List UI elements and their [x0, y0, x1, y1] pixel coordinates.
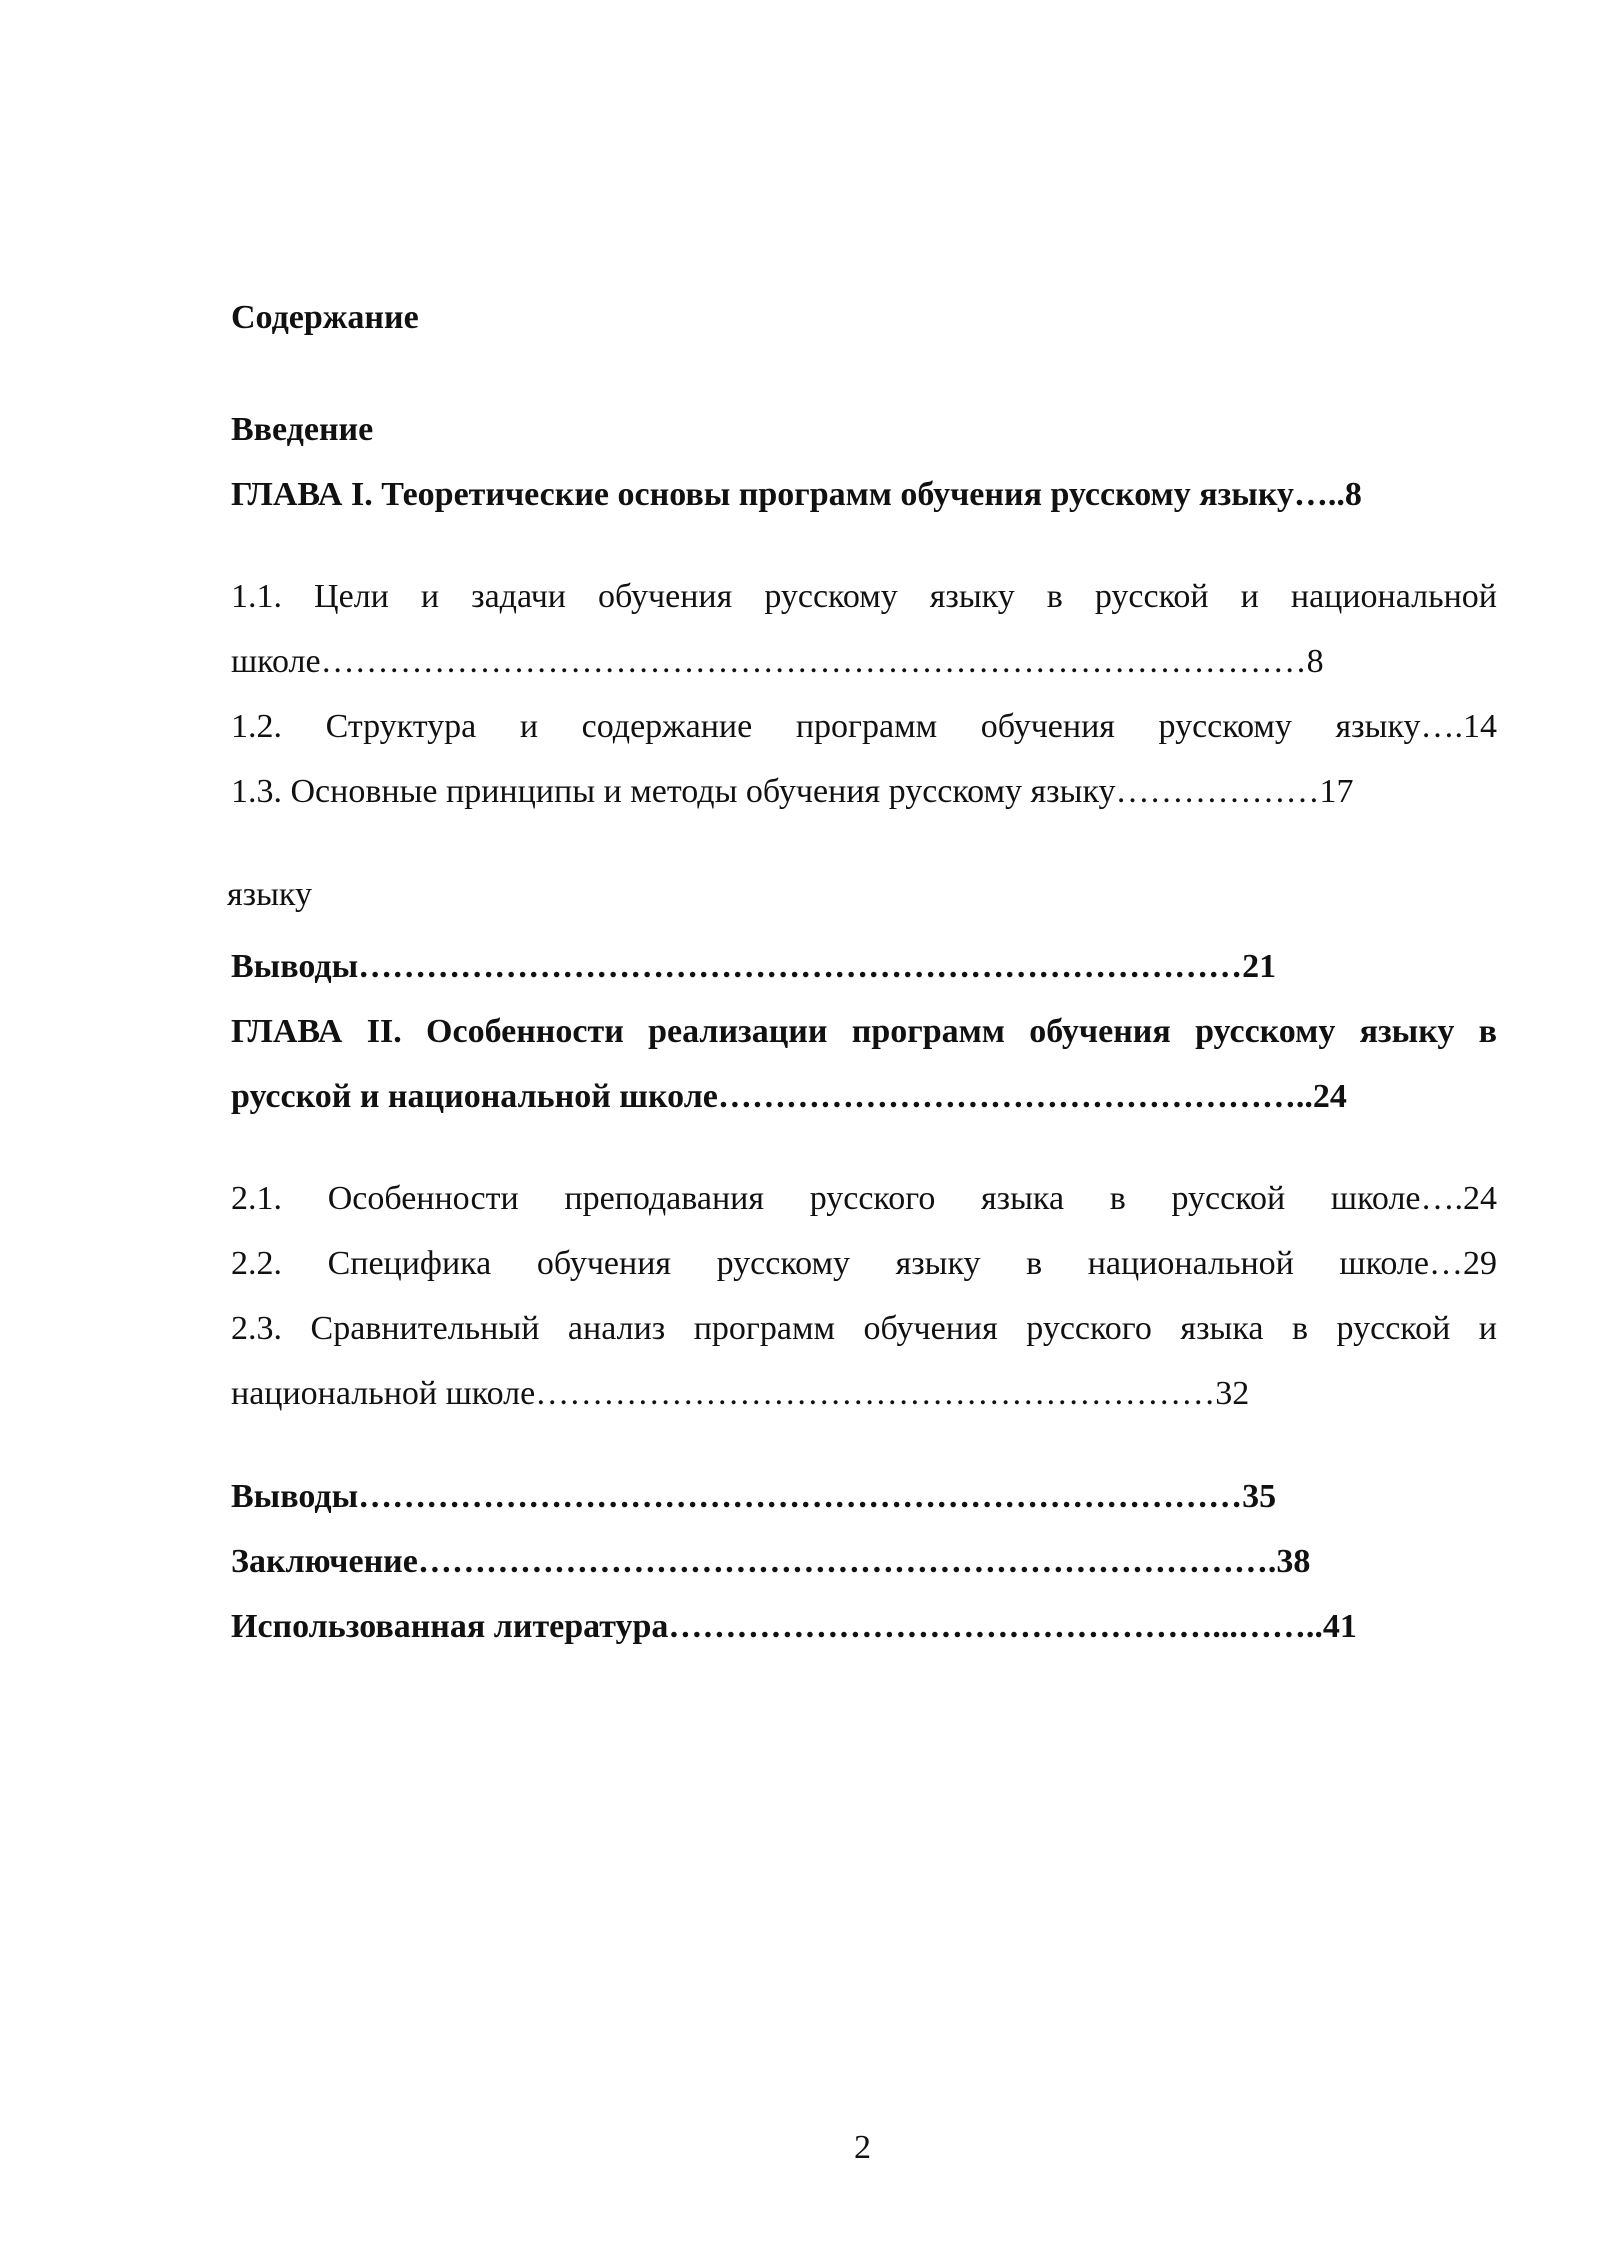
toc-literature: Использованная литература…………………………………………...……..41: [231, 1608, 1357, 1645]
toc-section-1-1-line-2: школе……………………………………………………………………………8: [231, 643, 1324, 680]
toc-chapter-2-line-2: русской и национальной школе……………………………………………..24: [231, 1078, 1347, 1115]
toc-chapter-2-line-1: ГЛАВА II. Особенности реализации программ обучения русскому языку в: [231, 1013, 1497, 1050]
toc-section-2-3-line-2: национальной школе……………………………………………………32: [231, 1375, 1250, 1412]
toc-section-2-3-line-1: 2.3. Сравнительный анализ программ обучения русского языка в русской и: [231, 1310, 1497, 1347]
toc-section-1-2: 1.2. Структура и содержание программ обучения русскому языку….14: [231, 708, 1497, 745]
toc-chapter-1: ГЛАВА I. Теоретические основы программ обучения русскому языку…..8: [231, 476, 1362, 513]
toc-section-1-3: 1.3. Основные принципы и методы обучения русскому языку………………17: [231, 773, 1354, 810]
toc-conclusions-1: Выводы……………………………………………………………………21: [231, 948, 1277, 985]
toc-conclusions-2: Выводы……………………………………………………………………35: [231, 1478, 1277, 1515]
toc-introduction: Введение: [231, 411, 374, 448]
page-number: 2: [854, 2129, 871, 2166]
toc-section-2-2: 2.2. Специфика обучения русскому языку в национальной школе…29: [231, 1245, 1497, 1282]
toc-stray-word: языку: [227, 876, 312, 913]
toc-section-2-1: 2.1. Особенности преподавания русского языка в русской школе….24: [231, 1180, 1497, 1217]
toc-title: Содержание: [231, 299, 419, 336]
toc-final-conclusion: Заключение………………………………………………………………….38: [231, 1543, 1311, 1580]
toc-section-1-1-line-1: 1.1. Цели и задачи обучения русскому языку в русской и национальной: [231, 578, 1497, 615]
